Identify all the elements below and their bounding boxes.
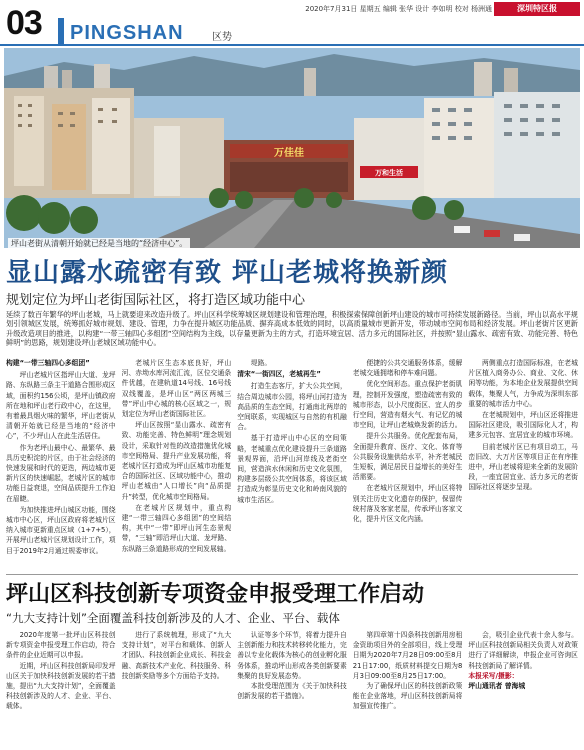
photo-caption: 坪山老街从清朝开始就已经是当地的“经济中心”。	[8, 238, 190, 249]
section-number: 03	[6, 4, 42, 42]
article-2-column-3	[237, 630, 347, 746]
paragraph: 两侧重点打造国际标准，在老城片区植入商务办公、商业、文化、休闲等功能，为本地企业发展提供空间载体，集聚人气，力争成为深圳东部重要的城市活力中心。	[468, 359, 578, 408]
street-photo-illustration	[4, 48, 580, 248]
paragraph: 在老城规划中，坪山区还将推进国际社区建设，吸引国际化人才，构建多元包容、宜居宜业的城市环境。	[468, 411, 578, 440]
article-1-column-3	[237, 358, 347, 570]
article-1-headline: 显山露水疏密有致 坪山老城将换新颜	[6, 258, 449, 288]
paragraph: 为了确保坪山区的科技创新政策能在企业落地，坪山区科技创新局将加强宣传推广。	[352, 682, 463, 711]
article-2-author: 坪山通讯者 曾海城	[468, 682, 526, 691]
paragraph: 坪山老城片区指坪山大道、龙坪路、东纵路三条主干道路合围形成区域，面积约156公顷，是坪山镇政府所在地和坪山老行政中心，在这里，有着最具烟火味的繁华，坪山老街从清朝开始就已经是当地的“经济中心”，不少坪山人在此生活居住。	[6, 371, 116, 441]
article-1-subheadline: 规划定位为坪山老街国际社区，将打造区域功能中心	[6, 293, 306, 308]
paragraph: 坪山区按照“显山露水、疏密有致、功能完善、特色鲜明”理念规划设计，采取针对性的改造措施优化城市空间格局、提升产业发展功能，将老城片区打造成为坪山区城市功能复合的国际社区、区域功能中心，推动坪山老城由“人口增长”向“品质提升”转型，优化城市空间格局。	[121, 421, 232, 501]
article-2-column-5	[468, 630, 578, 746]
paragraph: 会，吸引企业代表十余人参与。坪山区科技创新局相关负责人对政策进行了详细解读，申报企业可咨询区科技创新局了解详情。	[468, 631, 578, 670]
store-sign: 万和生活	[375, 169, 403, 177]
paragraph: 本批受理范围为《关于加快科技创新发展的若干措施》。	[237, 682, 347, 701]
section-accent-bar	[58, 18, 64, 44]
article-1-column-4	[353, 358, 463, 570]
article-1-body	[6, 358, 578, 570]
market-sign: 万佳佳	[274, 148, 304, 159]
paragraph: 在老城片区规划中，坪山区将特别关注历史文化遗存的保护，保留传统村落及客家老屋，传承坪山客家文化，提升片区文化内涵。	[352, 484, 463, 524]
paragraph: 目前老城片区已有项目动工，马峦旧改、大万片区等项目正在有序推进中，坪山老城将迎来全新的发展阶段，一座宜居宜业、活力多元的老街国际社区将逐步呈现。	[468, 442, 578, 492]
paragraph: 2020年度第一批坪山区科技创新专项资金申报受理工作启动，符合条件的企业近期可以申报。	[6, 631, 116, 660]
article-1-lead: 延续了数百年繁华的坪山老城，马上就要迎来改造升级了。坪山区科学统筹城区规划建设和管理治理，积极探索保障创新坪山建设的城市可持续发展新路径。当前，坪山以高水平规划引领城区发展，统筹抓好城市规划、建设、管理，力争在提升城区功能品质、摒弃高成本低效的同时，以高质量城市更新开发，带动城市空间布局和经济发展。坪山老街片区更新升级改造项目的推进，以构建“一带三轴四心多组团”空间结构为主线，以存量更新为主的方式，打造环境宜居、活力多元的国际社区，并按照“显山露水、疏密有致、功能完善、特色鲜明”的思路，规划建设坪山老城区域功能中心。	[6, 310, 578, 348]
paragraph: 提升公共服务。优化配套布局，全面提升教育、医疗、文化、体育等公共服务设施供给水平，补齐老城民生短板，满足居民日益增长的美好生活需要。	[352, 432, 463, 482]
article-2-headline: 坪山区科技创新专项资金申报受理工作启动	[6, 582, 425, 607]
paragraph: 基于打造坪山中心区的空间策略，老城重点优化建设提升三条道路景观界面，沿坪山河岸线及老街空间，营造滨水休闲和历史文化氛围，构建多层级公共空间体系，将该区域打造成为彰显历史文化和岭南风貌的城市生活区。	[237, 434, 347, 504]
masthead	[0, 0, 584, 46]
article-divider	[6, 574, 578, 575]
article-1-subhead-2: 清宋“一街四区，老城再生”	[237, 370, 321, 379]
article-2-source: 本报采写/摄影：	[468, 671, 519, 680]
newspaper-logo: 深圳特区报	[494, 2, 580, 16]
article-2-subheadline: “九大支持计划”全面覆盖科技创新涉及的人才、企业、平台、载体	[6, 611, 340, 625]
edition-credits: 2020年7月31日 星期五 编辑 张华 设计 李如明 校对 杨洲通	[305, 5, 492, 13]
paragraph: 第四章第十四条科技创新用房租金资助项目外的全部项目，线上受理日期为2020年7月28日09:00至8月21日17:00，纸质材料提交日期为8月3日09:00至8月25日17:00。	[352, 631, 463, 680]
paragraph: 堤路。	[250, 359, 272, 367]
street-photo	[4, 48, 580, 248]
paragraph: 近期，坪山区科技创新局印发坪山区关于加快科技创新发展的若干措施，提出“九大支持计划”，全面覆盖科技创新涉及的人才、企业、平台、载体。	[6, 661, 116, 711]
article-2-column-1	[6, 630, 116, 746]
paragraph: 认证等多个环节，将着力提升自主创新能力和技术转移转化能力，完善以专业化载体为核心的创业孵化服务体系，推动坪山形成各类创新要素集聚的良好发展态势。	[237, 631, 347, 680]
paragraph: 为加快推进坪山城区功能，围绕城市中心区，坪山区政府将老城片区纳入城市更新重点区域（1+7+5），开展坪山老城片区规划设计工作，项目于2019年2月通过规委审议。	[6, 505, 116, 555]
paragraph: 老城片区生态本底良好，坪山河、赤坳水库河流汇流，区位交通条件优越，在建轨道14号线、16号线双线覆盖，是坪山区“两区两城三带”坪山中心城的核心区域之一，规划定位为坪山老街国际社区。	[121, 359, 232, 419]
paragraph: 优化空间形态。重点保护老街肌理，控制开发强度，塑造疏密有致的城市形态，以小尺度街区、宜人的步行空间，营造有烟火气、有记忆的城市空间，让坪山老城焕发新的活力。	[352, 380, 463, 430]
article-2-column-4	[353, 630, 463, 746]
paragraph: 进行了系统梳理，形成了“九大支持计划”，对平台和载体、创新人才团队、科技创新企业成长、科技金融、高新技术产业化、科技服务、科技创新奖励等多个方面给予支持。	[121, 631, 232, 680]
masthead-rule	[0, 44, 584, 46]
section-name: PINGSHAN	[70, 22, 184, 44]
section-subtitle: 区势	[212, 32, 232, 43]
article-1-subhead-1: 构建“一带三轴四心多组团”	[6, 359, 90, 367]
paragraph: 作为老坪山最中心、最繁华、最具历史积淀的片区，由于社会经济的快速发展和时代的更迭，两边城市更新片区的快速崛起，老城片区的城市功能日益衰退，空间品质提升工作迫在眉睫。	[6, 443, 116, 503]
article-2-body	[6, 630, 578, 746]
article-1-column-2	[122, 358, 232, 570]
article-2-column-2	[122, 630, 232, 746]
article-1-column-1	[6, 358, 116, 570]
paragraph: 打造生态客厅，扩大公共空间，结合周边城市公园，将坪山河打造为高品质的生态空间，打通南北两岸的空间联系，实现城区与自然的有机融合。	[237, 382, 347, 432]
paragraph: 在老城片区规划中，重点构建“一带三轴四心多组团”的空间结构，其中“一带”即坪山河生态景观带，“三轴”即沿坪山大道、龙坪路、东纵路三条道路形成的空间发展轴。	[121, 503, 232, 553]
article-1-column-5	[468, 358, 578, 570]
paragraph: 便捷的公共交通服务体系，缓解老城交通拥堵和停车难问题。	[352, 359, 463, 378]
